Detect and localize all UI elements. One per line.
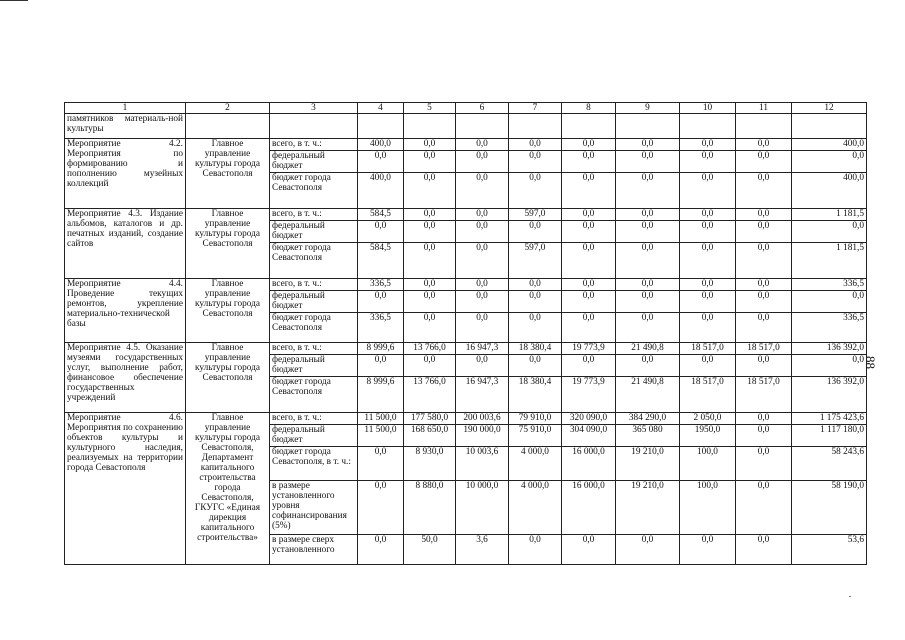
- value-cell: 0,0: [562, 355, 616, 377]
- funding-source: бюджет города Севастополя: [270, 173, 358, 209]
- value-cell: 0,0: [358, 355, 404, 377]
- value-cell: 0,0: [736, 209, 792, 221]
- value-cell: 400,0: [358, 139, 404, 151]
- value-cell: 8 930,0: [404, 447, 456, 481]
- value-cell: 11 500,0: [358, 425, 404, 447]
- value-cell: 2 050,0: [680, 413, 736, 425]
- measure-description: Мероприятие 4.5. Оказание музеями государственных услуг, выполнение работ, финансовое обеспечение государственных учреждений: [65, 343, 186, 413]
- value-cell: 16 000,0: [562, 447, 616, 481]
- value-cell: 8 880,0: [404, 481, 456, 535]
- funding-source: федеральный бюджет: [270, 291, 358, 313]
- value-cell: 11 500,0: [358, 413, 404, 425]
- value-cell: 0,0: [736, 151, 792, 173]
- value-cell: 0,0: [616, 221, 680, 243]
- responsible-executor: Главное управление культуры города Севастополя: [186, 139, 270, 209]
- value-cell: 8 999,6: [358, 343, 404, 355]
- value-cell: 0,0: [404, 209, 456, 221]
- value-cell: 0,0: [736, 535, 792, 565]
- value-cell: 4 000,0: [509, 481, 562, 535]
- funding-source: всего, в т. ч.:: [270, 209, 358, 221]
- value-cell: 0,0: [509, 313, 562, 343]
- responsible-executor: Главное управление культуры города Севастополя: [186, 279, 270, 343]
- responsible-executor: Главное управление культуры города Севастополя: [186, 209, 270, 279]
- value-cell: 200 003,6: [456, 413, 509, 425]
- value-cell: 0,0: [616, 151, 680, 173]
- table-row: [65, 139, 867, 151]
- value-cell: 365 080: [616, 425, 680, 447]
- value-cell: 0,0: [680, 355, 736, 377]
- column-header: 8: [562, 103, 616, 114]
- value-cell: 0,0: [680, 243, 736, 279]
- value-cell: 0,0: [562, 209, 616, 221]
- value-cell: 0,0: [404, 291, 456, 313]
- value-cell: 0,0: [736, 447, 792, 481]
- value-cell: 0,0: [562, 151, 616, 173]
- table-row: [65, 343, 867, 355]
- value-cell: 336,5: [358, 279, 404, 291]
- value-cell: 0,0: [736, 481, 792, 535]
- value-cell: 0,0: [509, 173, 562, 209]
- value-cell: 0,0: [358, 291, 404, 313]
- value-cell: 3,6: [456, 535, 509, 565]
- value-cell: 400,0: [358, 173, 404, 209]
- table-row: [65, 209, 867, 221]
- value-cell: 0,0: [736, 221, 792, 243]
- table-row: [65, 279, 867, 291]
- measure-description: Мероприятие 4.6. Мероприятия по сохранению объектов культуры и культурного наследия, реализуемых на территории города Севастополя: [65, 413, 186, 565]
- value-cell: 0,0: [736, 279, 792, 291]
- value-cell: 0,0: [509, 535, 562, 565]
- value-cell: 0,0: [509, 139, 562, 151]
- value-cell: 0,0: [562, 221, 616, 243]
- value-cell: 0,0: [562, 313, 616, 343]
- value-cell: 1 181,5: [792, 209, 867, 221]
- value-cell: 18 517,0: [680, 343, 736, 355]
- value-cell: 177 580,0: [404, 413, 456, 425]
- page-number: 88: [863, 356, 878, 369]
- value-cell: 0,0: [562, 173, 616, 209]
- value-cell: 75 910,0: [509, 425, 562, 447]
- column-header: 2: [186, 103, 270, 114]
- value-cell: 100,0: [680, 481, 736, 535]
- value-cell: 0,0: [616, 313, 680, 343]
- value-cell: 0,0: [736, 139, 792, 151]
- value-cell: 597,0: [509, 243, 562, 279]
- value-cell: 0,0: [680, 139, 736, 151]
- measure-description: Мероприятие 4.2. Мероприятия по формированию и пополнению музейных коллекций: [65, 139, 186, 209]
- value-cell: 19 210,0: [616, 481, 680, 535]
- value-cell: 597,0: [509, 209, 562, 221]
- value-cell: 0,0: [456, 291, 509, 313]
- value-cell: 0,0: [736, 355, 792, 377]
- funding-source: бюджет города Севастополя: [270, 243, 358, 279]
- column-header: 11: [736, 103, 792, 114]
- value-cell: 100,0: [680, 447, 736, 481]
- funding-source: бюджет города Севастополя: [270, 377, 358, 413]
- value-cell: 1950,0: [680, 425, 736, 447]
- value-cell: 136 392,0: [792, 343, 867, 355]
- value-cell: 0,0: [404, 221, 456, 243]
- value-cell: 0,0: [509, 221, 562, 243]
- table-row: [65, 413, 867, 425]
- value-cell: 0,0: [404, 279, 456, 291]
- value-cell: 18 517,0: [736, 377, 792, 413]
- value-cell: 0,0: [616, 139, 680, 151]
- value-cell: 19 773,9: [562, 343, 616, 355]
- value-cell: 0,0: [562, 291, 616, 313]
- value-cell: 0,0: [616, 209, 680, 221]
- value-cell: 0,0: [680, 291, 736, 313]
- value-cell: 16 947,3: [456, 343, 509, 355]
- value-cell: 0,0: [358, 481, 404, 535]
- funding-source: в размере установленного уровня софинансирования (5%): [270, 481, 358, 535]
- value-cell: 0,0: [509, 291, 562, 313]
- value-cell: 18 517,0: [736, 343, 792, 355]
- value-cell: 1 117 180,0: [792, 425, 867, 447]
- measure-description: Мероприятие 4.3. Издание альбомов, каталогов и др. печатных изданий, создание сайтов: [65, 209, 186, 279]
- value-cell: 0,0: [680, 221, 736, 243]
- funding-source: в размере сверх установленного: [270, 535, 358, 565]
- column-header: 7: [509, 103, 562, 114]
- budget-table: [64, 102, 867, 565]
- value-cell: 0,0: [456, 279, 509, 291]
- value-cell: 400,0: [792, 173, 867, 209]
- value-cell: 0,0: [736, 313, 792, 343]
- value-cell: 0,0: [680, 279, 736, 291]
- value-cell: 0,0: [562, 243, 616, 279]
- value-cell: 58 243,6: [792, 447, 867, 481]
- value-cell: 0,0: [404, 355, 456, 377]
- value-cell: 190 000,0: [456, 425, 509, 447]
- value-cell: 50,0: [404, 535, 456, 565]
- value-cell: 0,0: [616, 535, 680, 565]
- value-cell: 304 090,0: [562, 425, 616, 447]
- value-cell: 384 290,0: [616, 413, 680, 425]
- value-cell: 0,0: [358, 151, 404, 173]
- value-cell: 18 380,4: [509, 377, 562, 413]
- value-cell: 0,0: [680, 209, 736, 221]
- column-header: 9: [616, 103, 680, 114]
- value-cell: 0,0: [456, 151, 509, 173]
- value-cell: 584,5: [358, 243, 404, 279]
- value-cell: 16 947,3: [456, 377, 509, 413]
- value-cell: 0,0: [562, 279, 616, 291]
- value-cell: 10 000,0: [456, 481, 509, 535]
- funding-source: бюджет города Севастополя, в т. ч.:: [270, 447, 358, 481]
- value-cell: 19 210,0: [616, 447, 680, 481]
- scan-speck: [849, 596, 851, 597]
- corner-rule: [0, 0, 28, 1]
- value-cell: 79 910,0: [509, 413, 562, 425]
- value-cell: 0,0: [404, 151, 456, 173]
- value-cell: 21 490,8: [616, 377, 680, 413]
- value-cell: 0,0: [404, 313, 456, 343]
- value-cell: 0,0: [792, 291, 867, 313]
- value-cell: 0,0: [358, 447, 404, 481]
- value-cell: 0,0: [680, 151, 736, 173]
- value-cell: 21 490,8: [616, 343, 680, 355]
- value-cell: 0,0: [456, 243, 509, 279]
- value-cell: 0,0: [680, 313, 736, 343]
- value-cell: 0,0: [562, 535, 616, 565]
- value-cell: 16 000,0: [562, 481, 616, 535]
- value-cell: 0,0: [616, 173, 680, 209]
- value-cell: 0,0: [456, 173, 509, 209]
- value-cell: 0,0: [358, 221, 404, 243]
- value-cell: 0,0: [616, 291, 680, 313]
- value-cell: 0,0: [680, 535, 736, 565]
- value-cell: 10 003,6: [456, 447, 509, 481]
- value-cell: 0,0: [680, 173, 736, 209]
- value-cell: 0,0: [736, 173, 792, 209]
- value-cell: 400,0: [792, 139, 867, 151]
- funding-source: всего, в т. ч.:: [270, 139, 358, 151]
- column-header: 10: [680, 103, 736, 114]
- funding-source: федеральный бюджет: [270, 151, 358, 173]
- value-cell: 0,0: [358, 535, 404, 565]
- funding-source: всего, в т. ч.:: [270, 279, 358, 291]
- value-cell: 0,0: [616, 279, 680, 291]
- value-cell: 0,0: [456, 209, 509, 221]
- value-cell: 0,0: [792, 355, 867, 377]
- value-cell: 584,5: [358, 209, 404, 221]
- value-cell: 13 766,0: [404, 377, 456, 413]
- continuation-text: памятников материаль-ной культуры: [65, 114, 186, 139]
- value-cell: 18 380,4: [509, 343, 562, 355]
- column-header: 5: [404, 103, 456, 114]
- value-cell: 0,0: [404, 139, 456, 151]
- funding-source: федеральный бюджет: [270, 221, 358, 243]
- responsible-executor: Главное управление культуры города Севастополя, Департамент капитального строительства города Севастополя, ГКУГС «Единая дирекция капитального строительства»: [186, 413, 270, 565]
- value-cell: 0,0: [509, 355, 562, 377]
- value-cell: 320 090,0: [562, 413, 616, 425]
- value-cell: 0,0: [736, 243, 792, 279]
- value-cell: 53,6: [792, 535, 867, 565]
- funding-source: федеральный бюджет: [270, 355, 358, 377]
- column-header: 12: [792, 103, 867, 114]
- value-cell: 0,0: [736, 425, 792, 447]
- value-cell: 19 773,9: [562, 377, 616, 413]
- responsible-executor: Главное управление культуры города Севастополя: [186, 343, 270, 413]
- value-cell: 58 190,0: [792, 481, 867, 535]
- value-cell: 0,0: [792, 151, 867, 173]
- value-cell: 0,0: [456, 139, 509, 151]
- value-cell: 0,0: [509, 151, 562, 173]
- value-cell: 336,5: [792, 313, 867, 343]
- value-cell: 0,0: [616, 355, 680, 377]
- value-cell: 336,5: [792, 279, 867, 291]
- value-cell: 0,0: [562, 139, 616, 151]
- value-cell: 136 392,0: [792, 377, 867, 413]
- funding-source: федеральный бюджет: [270, 425, 358, 447]
- value-cell: 13 766,0: [404, 343, 456, 355]
- value-cell: 8 999,6: [358, 377, 404, 413]
- value-cell: 0,0: [456, 355, 509, 377]
- column-header: 3: [270, 103, 358, 114]
- column-header: 4: [358, 103, 404, 114]
- column-header: 6: [456, 103, 509, 114]
- value-cell: 0,0: [456, 221, 509, 243]
- funding-source: всего, в т. ч.:: [270, 413, 358, 425]
- value-cell: 1 181,5: [792, 243, 867, 279]
- value-cell: 0,0: [509, 279, 562, 291]
- header-row: [65, 103, 867, 114]
- value-cell: 0,0: [736, 413, 792, 425]
- value-cell: 336,5: [358, 313, 404, 343]
- value-cell: 0,0: [404, 243, 456, 279]
- value-cell: 4 000,0: [509, 447, 562, 481]
- value-cell: 0,0: [456, 313, 509, 343]
- value-cell: 168 650,0: [404, 425, 456, 447]
- measure-description: Мероприятие 4.4. Проведение текущих ремонтов, укрепление материально-технической базы: [65, 279, 186, 343]
- value-cell: 0,0: [616, 243, 680, 279]
- value-cell: 18 517,0: [680, 377, 736, 413]
- value-cell: 0,0: [736, 291, 792, 313]
- value-cell: 0,0: [792, 221, 867, 243]
- continuation-row: [65, 114, 867, 139]
- funding-source: всего, в т. ч.:: [270, 343, 358, 355]
- value-cell: 0,0: [404, 173, 456, 209]
- value-cell: 1 175 423,6: [792, 413, 867, 425]
- column-header: 1: [65, 103, 186, 114]
- funding-source: бюджет города Севастополя: [270, 313, 358, 343]
